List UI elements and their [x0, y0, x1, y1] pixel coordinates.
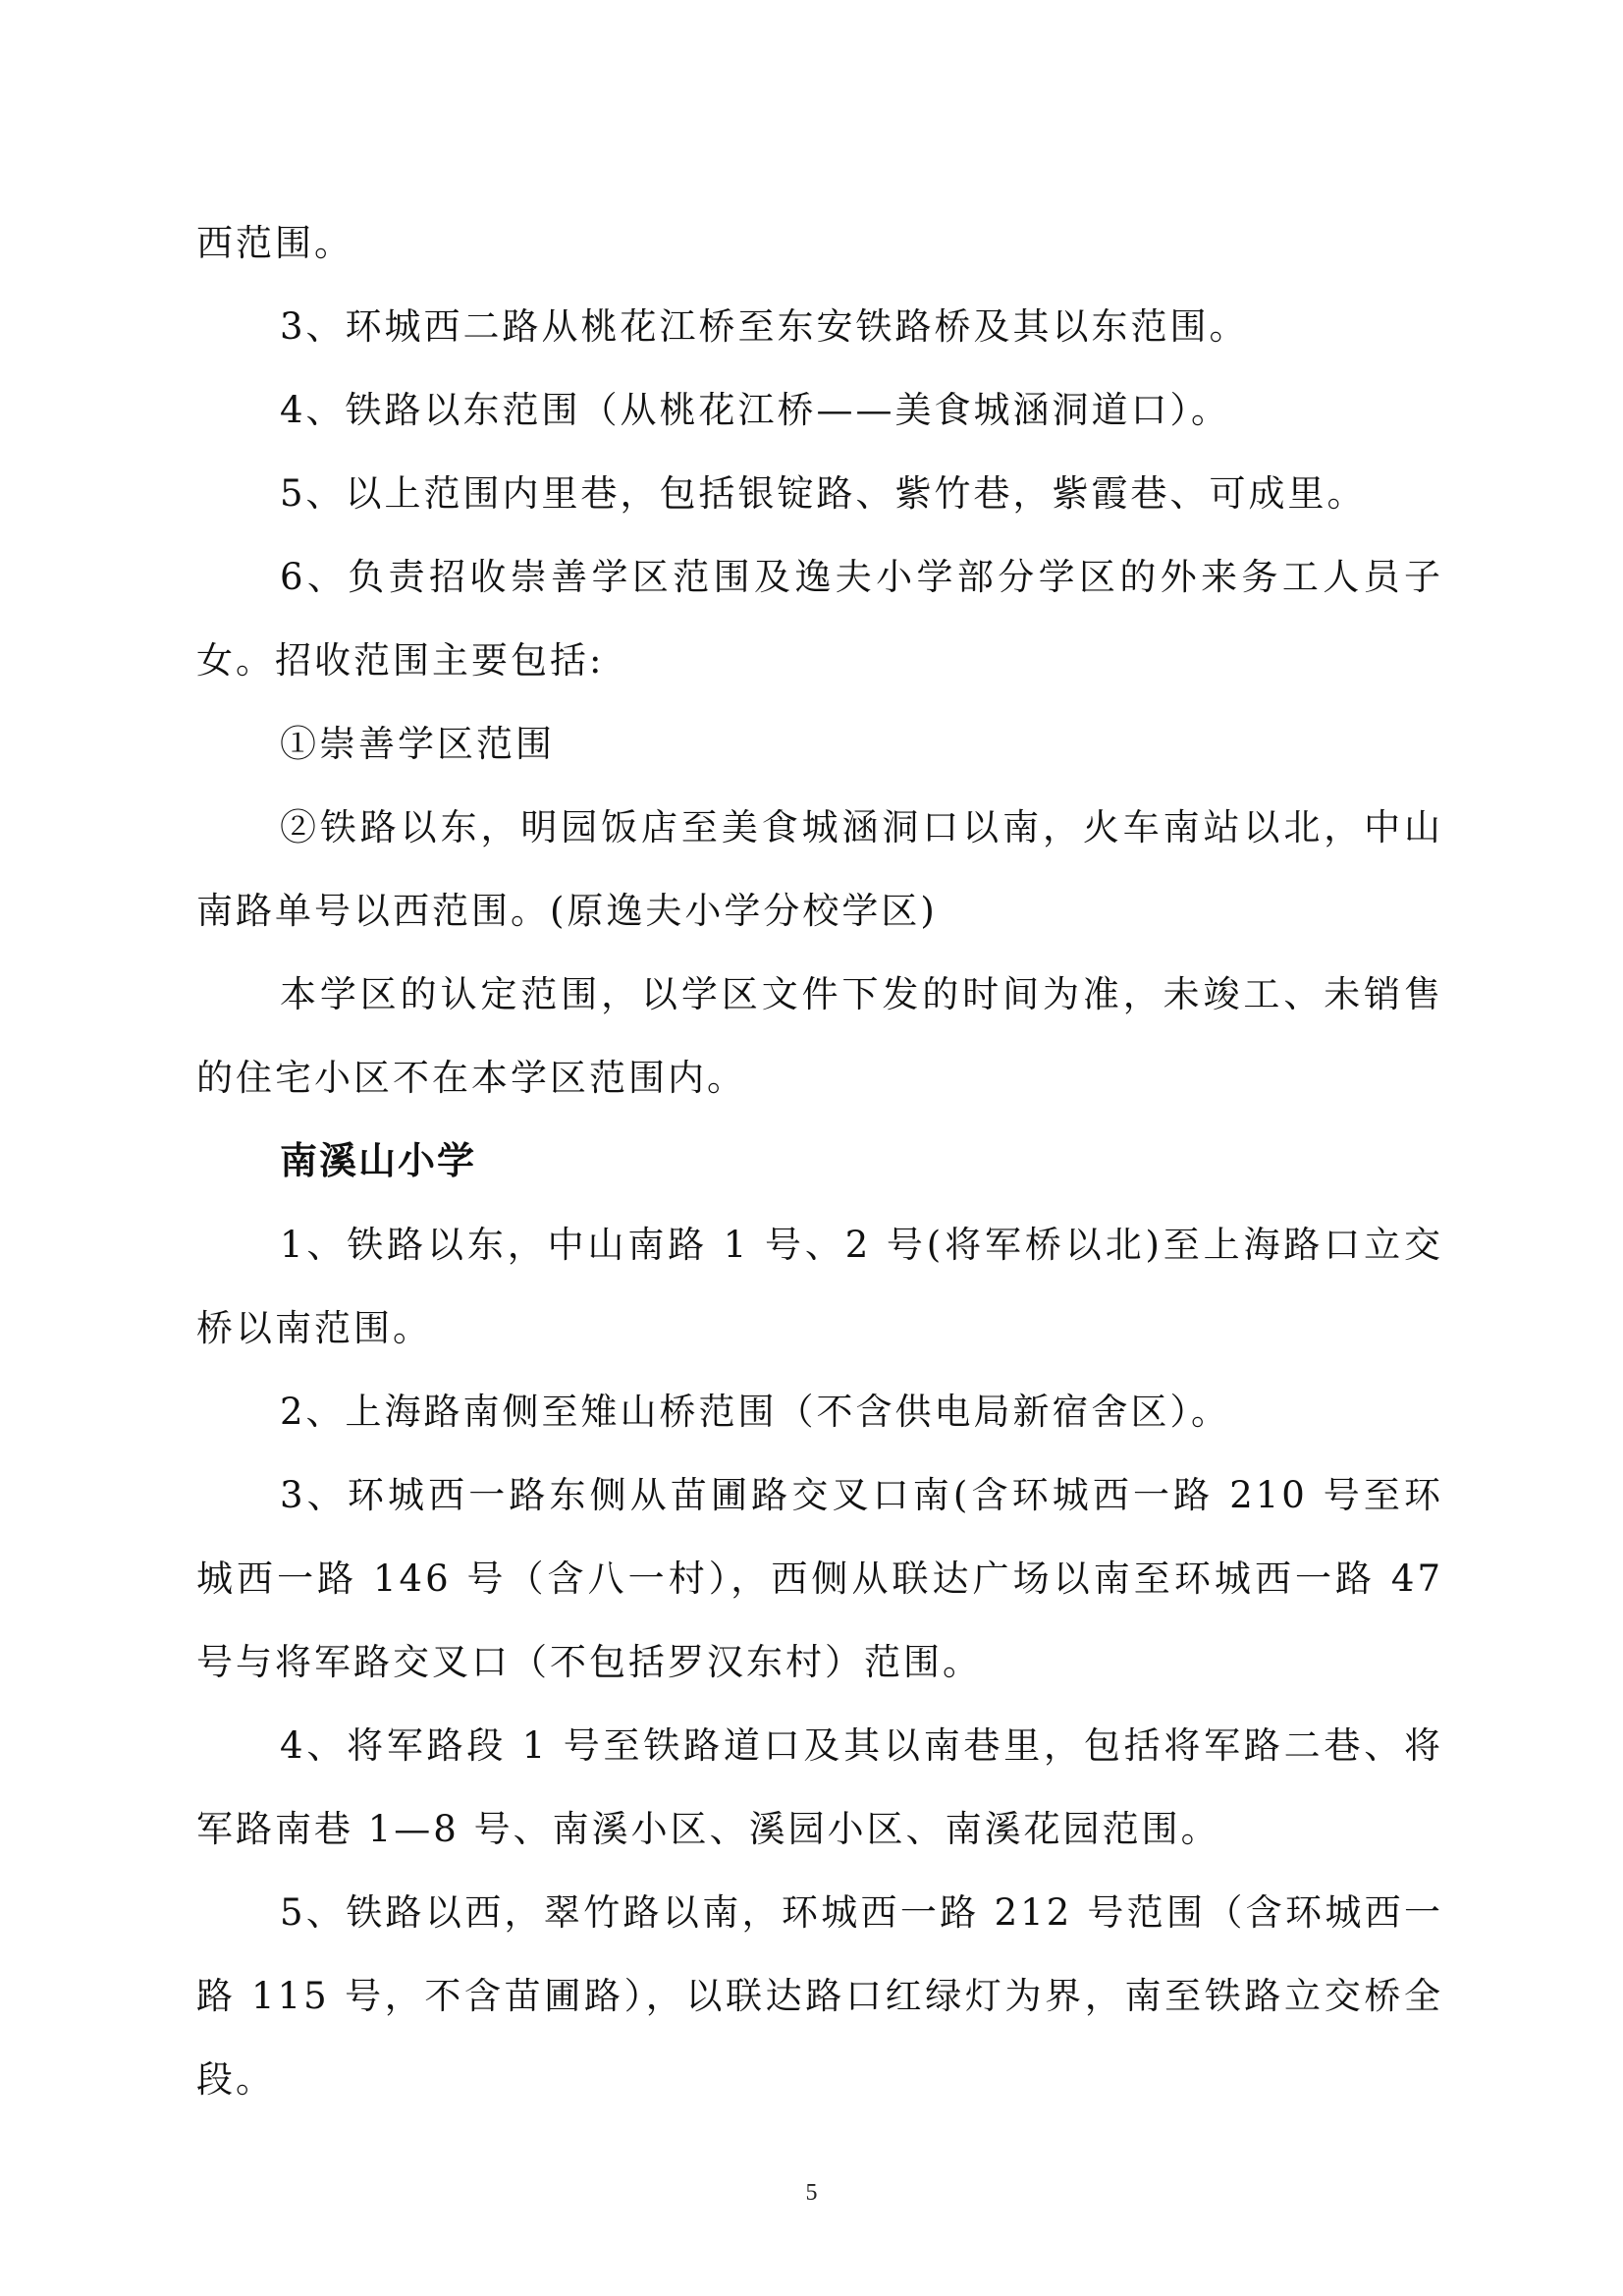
- paragraph-item-5: 5、以上范围内里巷，包括银锭路、紫竹巷，紫霞巷、可成里。: [280, 472, 1367, 515]
- paragraph-section-item-4: 4、将军路段 1 号至铁路道口及其以南巷里，包括将军路二巷、将军路南巷 1—8 号、南溪小区、溪园小区、南溪花园范围。: [196, 1724, 1443, 1850]
- document-body: [196, 201, 1443, 2121]
- paragraph-item-6: 6、负责招收崇善学区范围及逸夫小学部分学区的外来务工人员子女。招收范围主要包括:: [196, 556, 1443, 682]
- page-number: 5: [805, 2180, 818, 2206]
- paragraph-section-item-1: 1、铁路以东，中山南路 1 号、2 号(将军桥以北)至上海路口立交桥以南范围。: [196, 1224, 1443, 1349]
- section-heading: 南溪山小学: [280, 1139, 477, 1182]
- paragraph-item-3: 3、环城西二路从桃花江桥至东安铁路桥及其以东范围。: [280, 305, 1249, 348]
- paragraph-item-4: 4、铁路以东范围（从桃花江桥——美食城涵洞道口）。: [280, 389, 1231, 431]
- paragraph-note: 本学区的认定范围，以学区文件下发的时间为准，未竣工、未销售的住宅小区不在本学区范围内。: [196, 973, 1443, 1099]
- paragraph-section-item-3: 3、环城西一路东侧从苗圃路交叉口南(含环城西一路 210 号至环城西一路 146 号（含八一村），西侧从联达广场以南至环城西一路 47 号与将军路交叉口（不包括罗汉东村）范围。: [196, 1474, 1443, 1683]
- paragraph-subitem-2: ②铁路以东，明园饭店至美食城涵洞口以南，火车南站以北，中山南路单号以西范围。(原逸夫小学分校学区): [196, 806, 1443, 932]
- paragraph-section-item-2: 2、上海路南侧至雉山桥范围（不含供电局新宿舍区）。: [280, 1391, 1231, 1433]
- paragraph-continuation: 西范围。: [196, 222, 353, 264]
- paragraph-section-item-5: 5、铁路以西，翠竹路以南，环城西一路 212 号范围（含环城西一路 115 号，不含苗圃路），以联达路口红绿灯为界，南至铁路立交桥全段。: [196, 1891, 1443, 2101]
- paragraph-subitem-1: ①崇善学区范围: [280, 723, 555, 765]
